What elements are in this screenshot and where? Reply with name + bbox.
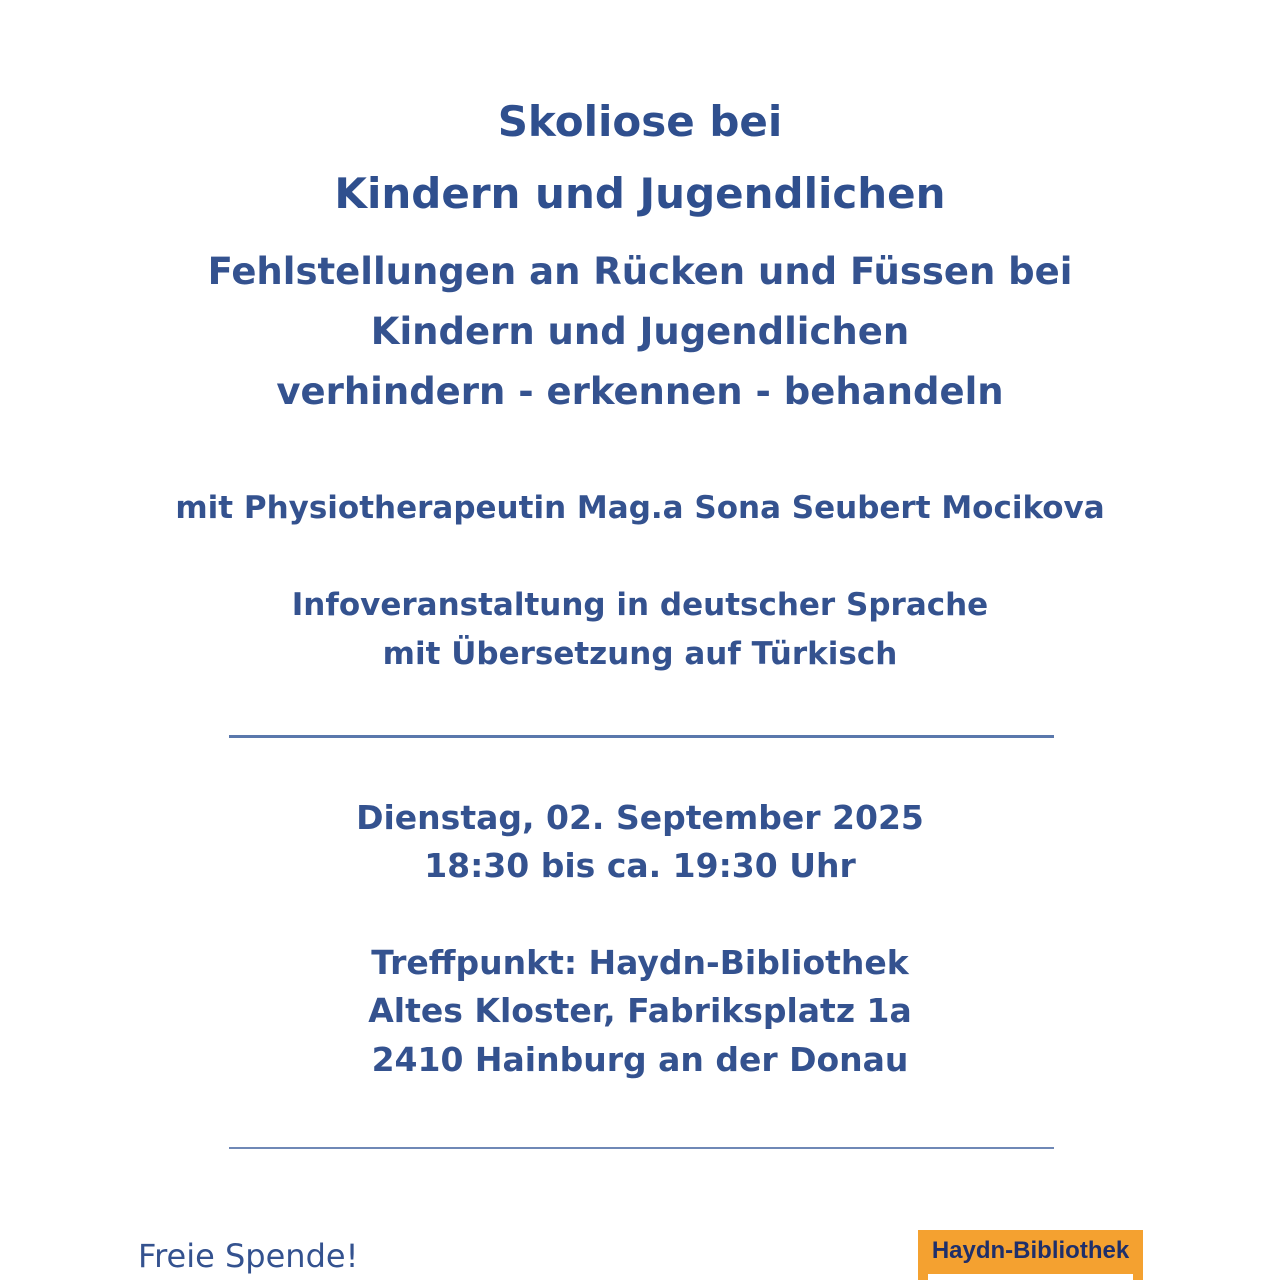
subtitle-line-1: Fehlstellungen an Rücken und Füssen bei <box>207 250 1073 293</box>
title-line-1: Skoliose bei <box>497 97 783 146</box>
event-date: Dienstag, 02. September 2025 <box>356 798 924 837</box>
donation-note: Freie Spende! <box>138 1237 359 1275</box>
logo-text: Haydn-Bibliothek <box>931 1237 1130 1264</box>
info-line-1: Infoveranstaltung in deutscher Sprache <box>291 587 989 623</box>
event-time: 18:30 bis ca. 19:30 Uhr <box>424 846 856 885</box>
logo-strip <box>928 1274 1133 1280</box>
location-line-1: Treffpunkt: Haydn-Bibliothek <box>371 943 909 982</box>
subtitle-line-3: verhindern - erkennen - behandeln <box>276 370 1004 413</box>
location-line-3: 2410 Hainburg an der Donau <box>371 1040 909 1079</box>
divider-bottom <box>229 1147 1054 1149</box>
title-line-2: Kindern und Jugendlichen <box>334 169 946 218</box>
speaker-line: mit Physiotherapeutin Mag.a Sona Seubert Mocikova <box>175 490 1105 526</box>
haydn-bibliothek-logo <box>918 1230 1143 1280</box>
info-line-2: mit Übersetzung auf Türkisch <box>382 636 898 672</box>
divider-top <box>229 735 1054 738</box>
subtitle-line-2: Kindern und Jugendlichen <box>370 310 910 353</box>
location-line-2: Altes Kloster, Fabriksplatz 1a <box>368 991 912 1030</box>
